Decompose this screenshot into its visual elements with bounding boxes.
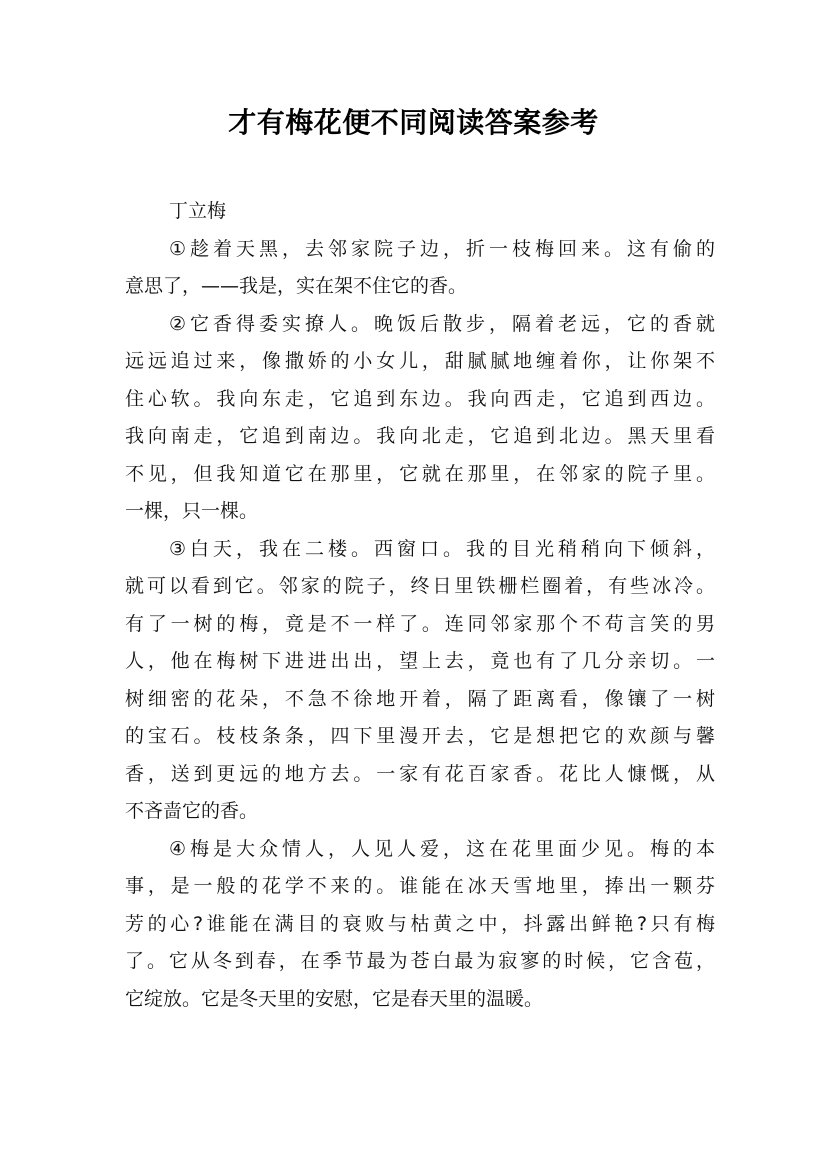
document-title: 才有梅花便不同阅读答案参考 xyxy=(228,106,599,139)
paragraph-4-line-2: 事，是一般的花学不来的。谁能在冰天雪地里，捧出一颗芬 xyxy=(125,875,715,897)
paragraph-4-line-3: 芳的心?谁能在满目的衰败与枯黄之中，抖露出鲜艳?只有梅 xyxy=(125,912,715,935)
paragraph-3-line-6: 的宝石。枝枝条条，四下里漫开去，它是想把它的欢颜与馨 xyxy=(125,725,715,747)
paragraph-4-line-4: 了。它从冬到春，在季节最为苍白最为寂寥的时候，它含苞， xyxy=(125,950,715,972)
paragraph-1-line-2: 意思了，——我是，实在架不住它的香。 xyxy=(125,275,468,297)
paragraph-2-line-1: ②它香得委实撩人。晚饭后散步，隔着老远，它的香就 xyxy=(169,312,715,335)
author-line: 丁立梅 xyxy=(169,200,227,222)
document-body xyxy=(125,193,715,1018)
paragraph-2-line-6: 一棵，只一棵。 xyxy=(125,500,259,522)
paragraph-4-line-5: 它绽放。它是冬天里的安慰，它是春天里的温暖。 xyxy=(125,987,544,1010)
paragraph-2-line-3: 住心软。我向东走，它追到东边。我向西走，它追到西边。 xyxy=(125,387,715,410)
paragraph-3-line-2: 就可以看到它。邻家的院子，终日里铁栅栏圈着，有些冰冷。 xyxy=(125,575,715,597)
paragraph-3-line-1: ③白天，我在二楼。西窗口。我的目光稍稍向下倾斜， xyxy=(169,537,715,560)
paragraph-4-line-1: ④梅是大众情人，人见人爱，这在花里面少见。梅的本 xyxy=(169,837,715,860)
paragraph-3-line-5: 树细密的花朵，不急不徐地开着，隔了距离看，像镶了一树 xyxy=(125,687,715,710)
paragraph-3-line-7: 香，送到更远的地方去。一家有花百家香。花比人慷慨，从 xyxy=(125,762,715,785)
paragraph-2-line-4: 我向南走，它追到南边。我向北走，它追到北边。黑天里看 xyxy=(125,425,715,447)
paragraph-2-line-2: 远远追过来，像撒娇的小女儿，甜腻腻地缠着你，让你架不 xyxy=(125,350,715,372)
paragraph-2-line-5: 不见，但我知道它在那里，它就在那里，在邻家的院子里。 xyxy=(125,462,715,485)
paragraph-3-line-4: 人，他在梅树下进进出出，望上去，竟也有了几分亲切。一 xyxy=(125,650,715,672)
paragraph-1-line-1: ①趁着天黑，去邻家院子边，折一枝梅回来。这有偷的 xyxy=(169,237,715,260)
paragraph-3-line-8: 不吝啬它的香。 xyxy=(125,800,259,822)
paragraph-3-line-3: 有了一树的梅，竟是不一样了。连同邻家那个不苟言笑的男 xyxy=(125,612,715,635)
